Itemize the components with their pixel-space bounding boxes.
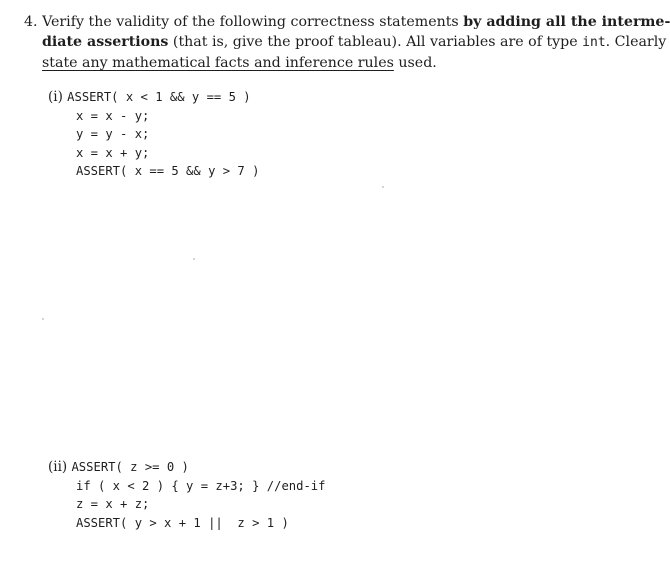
question-line-1	[24, 12, 670, 32]
part-i	[48, 88, 259, 181]
question-4	[24, 12, 670, 73]
scan-speck	[193, 258, 195, 260]
part-ii-code-line-2: z = x + z;	[76, 497, 150, 511]
part-i-code-line-3: x = x + y;	[76, 145, 150, 160]
part-ii-header	[48, 458, 325, 477]
question-text-2a: diate assertions	[42, 34, 169, 50]
question-text-3: state any mathematical facts and inference rules	[42, 55, 394, 71]
question-line-2	[24, 32, 667, 53]
part-ii-code-line-1: if ( x < 2 ) { y = z+3; } //end-if	[76, 478, 326, 493]
scan-speck	[42, 318, 44, 320]
part-i-header	[48, 88, 259, 107]
part-ii-precondition: ASSERT( z >= 0 )	[71, 460, 189, 474]
question-text-2c: int	[582, 35, 606, 50]
question-text-2b: (that is, give the proof tableau). All variables are of type	[168, 34, 583, 50]
part-i-label: (i)	[48, 89, 63, 105]
part-i-postcondition: ASSERT( x == 5 && y > 7 )	[76, 164, 260, 178]
part-ii	[48, 458, 325, 532]
scan-speck	[382, 186, 384, 188]
part-ii-postcondition: ASSERT( y > x + 1 || z > 1 )	[76, 515, 289, 530]
part-i-code-line-1: x = x - y;	[76, 108, 150, 123]
question-text-2d: . Clearly	[605, 34, 667, 50]
question-text-1a: Verify the validity of the following correctness statements	[42, 14, 464, 30]
question-number: 4.	[24, 14, 38, 30]
question-line-3	[24, 53, 614, 73]
question-text-3-end: used.	[393, 55, 437, 71]
part-i-precondition: ASSERT( x < 1 && y == 5 )	[67, 90, 251, 104]
part-ii-label: (ii)	[48, 459, 68, 475]
part-i-code-line-2: y = y - x;	[76, 127, 150, 141]
question-text-1b: by adding all the interme-	[463, 14, 670, 30]
